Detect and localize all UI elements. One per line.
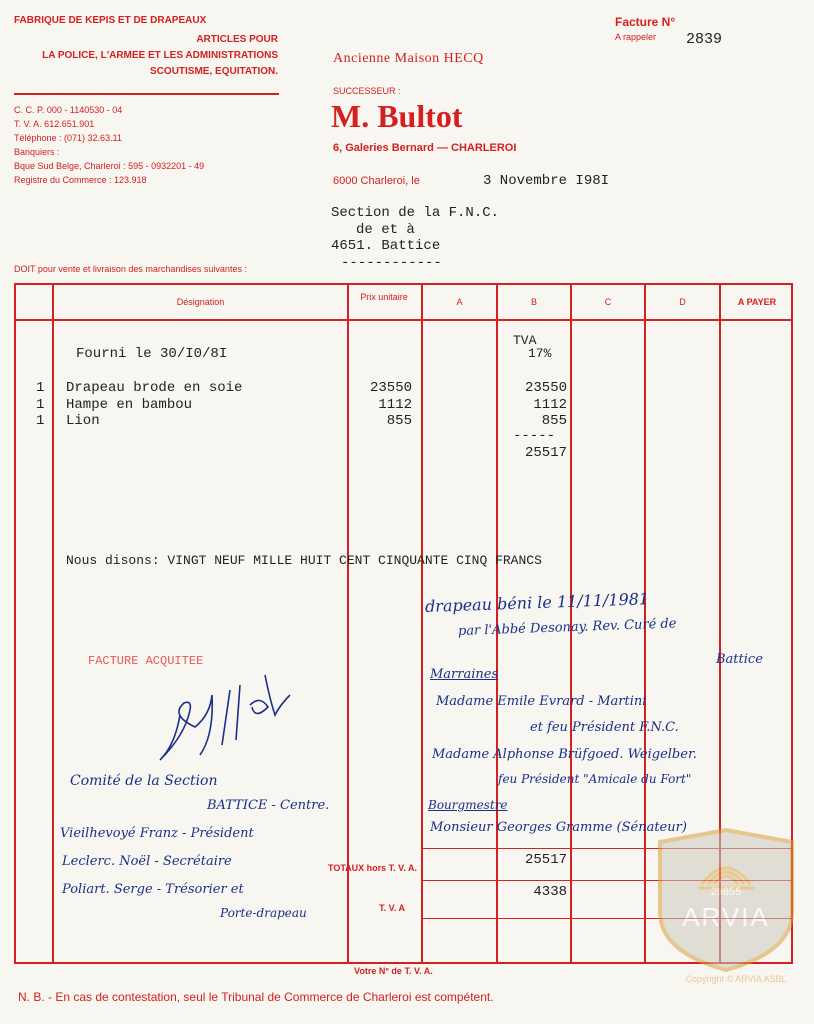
signature-scribble xyxy=(140,655,300,775)
tva-number: T. V. A. 612.651.901 xyxy=(14,118,95,129)
registre: Registre du Commerce : 123.918 xyxy=(14,174,147,185)
facture-acquitee-stamp: FACTURE ACQUITEE xyxy=(88,654,204,668)
watermark-copyright: Copyright © ARVIA ASBL xyxy=(685,974,787,984)
successeur-label: SUCCESSEUR : xyxy=(333,86,401,96)
letterhead-scoutisme: SCOUTISME, EQUITATION. xyxy=(150,66,278,77)
item-b: 855 xyxy=(541,413,567,429)
company-name: M. Bultot xyxy=(331,98,463,134)
header-c: C xyxy=(604,297,612,307)
item-desc: Drapeau brode en soie xyxy=(66,380,243,396)
handwriting-battice-centre: BATTICE - Centre. xyxy=(207,798,330,813)
item-desc: Lion xyxy=(66,413,100,429)
handwriting-bourgmestre: Bourgmestre xyxy=(428,798,508,812)
header-prix: Prix unitaire xyxy=(360,292,408,302)
item-qty: 1 xyxy=(36,380,45,396)
header-a: A xyxy=(456,297,463,307)
item-qty: 1 xyxy=(36,413,45,429)
handwriting-monsieur: Monsieur Georges Gramme (Sénateur) xyxy=(430,820,687,835)
ccp: C. C. P. 000 - 1140530 - 04 xyxy=(14,105,123,115)
col-line-prix xyxy=(421,283,423,964)
subtotal: 25517 xyxy=(524,445,567,461)
recipient-line3: 4651. Battice xyxy=(331,238,441,254)
banquiers-label: Banquiers : xyxy=(14,146,60,157)
handwriting-tresorier: Poliart. Serge - Trésorier et xyxy=(62,882,244,897)
tva-total-label: T. V. A xyxy=(379,903,405,913)
footer-nb: N. B. - En cas de contestation, seul le Tribunal de Commerce de Charleroi est compétent. xyxy=(18,990,494,1004)
recipient-line2: de et à xyxy=(356,222,415,238)
letterhead-info xyxy=(14,104,204,188)
table-header-divider xyxy=(14,319,793,321)
handwriting-feu-president: et feu Président F.N.C. xyxy=(530,720,679,735)
company-address: 6, Galeries Bernard — CHARLEROI xyxy=(333,142,517,154)
watermark-number: 29855 xyxy=(710,886,742,898)
item-qty: 1 xyxy=(36,397,45,413)
item-price: 23550 xyxy=(369,380,412,396)
item-b: 1112 xyxy=(533,397,567,413)
item-desc: Hampe en bambou xyxy=(66,397,193,413)
col-line-qty xyxy=(52,283,54,964)
tva-rate: 17% xyxy=(528,346,552,361)
arvia-watermark xyxy=(650,822,802,992)
item-price: 855 xyxy=(386,413,412,429)
doit-label: DOIT pour vente et livraison des marchandises suivantes : xyxy=(14,264,247,274)
handwriting-secretaire: Leclerc. Noël - Secrétaire xyxy=(62,854,232,869)
sum-line: ----- xyxy=(513,428,556,444)
watermark-name: ARVIA xyxy=(682,902,770,932)
header-d: D xyxy=(679,297,686,307)
handwriting-madame-evrard: Madame Emile Evrard - Martini xyxy=(436,694,647,709)
facture-number: 2839 xyxy=(686,31,723,48)
ancienne-maison: Ancienne Maison HECQ xyxy=(333,51,484,66)
fourni-line: Fourni le 30/I0/8I xyxy=(76,346,228,362)
telephone: Téléphone : (071) 32.63.11 xyxy=(14,132,122,143)
facture-rappeler: A rappeler xyxy=(615,32,657,42)
header-designation: Désignation xyxy=(176,297,225,307)
handwriting-battice: Battice xyxy=(716,652,763,667)
letterhead-divider xyxy=(14,93,279,95)
recipient-line1: Section de la F.N.C. xyxy=(331,205,500,221)
letterhead-articles: ARTICLES POUR xyxy=(196,34,278,45)
handwriting-amicale: feu Président "Amicale du Fort" xyxy=(498,772,692,786)
handwriting-marraines: Marraines xyxy=(430,667,499,682)
handwriting-porte-drapeau: Porte-drapeau xyxy=(220,906,307,920)
letterhead-title: FABRIQUE DE KEPIS ET DE DRAPEAUX xyxy=(14,15,207,26)
handwriting-abbe: par l'Abbé Desonay. Rev. Curé de xyxy=(457,616,677,639)
col-line-designation xyxy=(347,283,349,964)
nous-disons: Nous disons: VINGT NEUF MILLE HUIT CENT CINQUANTE CINQ FRANCS xyxy=(66,553,542,568)
handwriting-madame-alphonse: Madame Alphonse Brüfgoed. Weigelber. xyxy=(432,747,697,762)
letterhead-police: LA POLICE, L'ARMEE ET LES ADMINISTRATIONS xyxy=(42,50,278,61)
tva-label: TVA xyxy=(513,333,537,348)
handwriting-president: Vieilhevoyé Franz - Président xyxy=(60,826,254,841)
handwriting-comite: Comité de la Section xyxy=(70,773,218,789)
header-b: B xyxy=(530,297,537,307)
facture-label: Facture N° xyxy=(615,15,676,29)
banque: Bque Sud Belge, Charleroi : 595 - 0932201 - 49 xyxy=(14,160,205,171)
tva-total-value: 4338 xyxy=(533,884,567,900)
handwriting-drapeau: drapeau béni le 11/11/1981 xyxy=(424,589,650,616)
invoice-date: 3 Novembre I98I xyxy=(483,173,610,189)
header-a-payer: A PAYER xyxy=(737,297,777,307)
item-price: 1112 xyxy=(378,397,412,413)
recipient-underline: ------------ xyxy=(341,255,442,271)
item-b: 23550 xyxy=(524,380,567,396)
totaux-label: TOTAUX hors T. V. A. xyxy=(327,863,417,873)
votre-no-tva: Votre N° de T. V. A. xyxy=(354,966,433,976)
city-prefix: 6000 Charleroi, le xyxy=(333,175,420,187)
totaux-value: 25517 xyxy=(524,852,567,868)
